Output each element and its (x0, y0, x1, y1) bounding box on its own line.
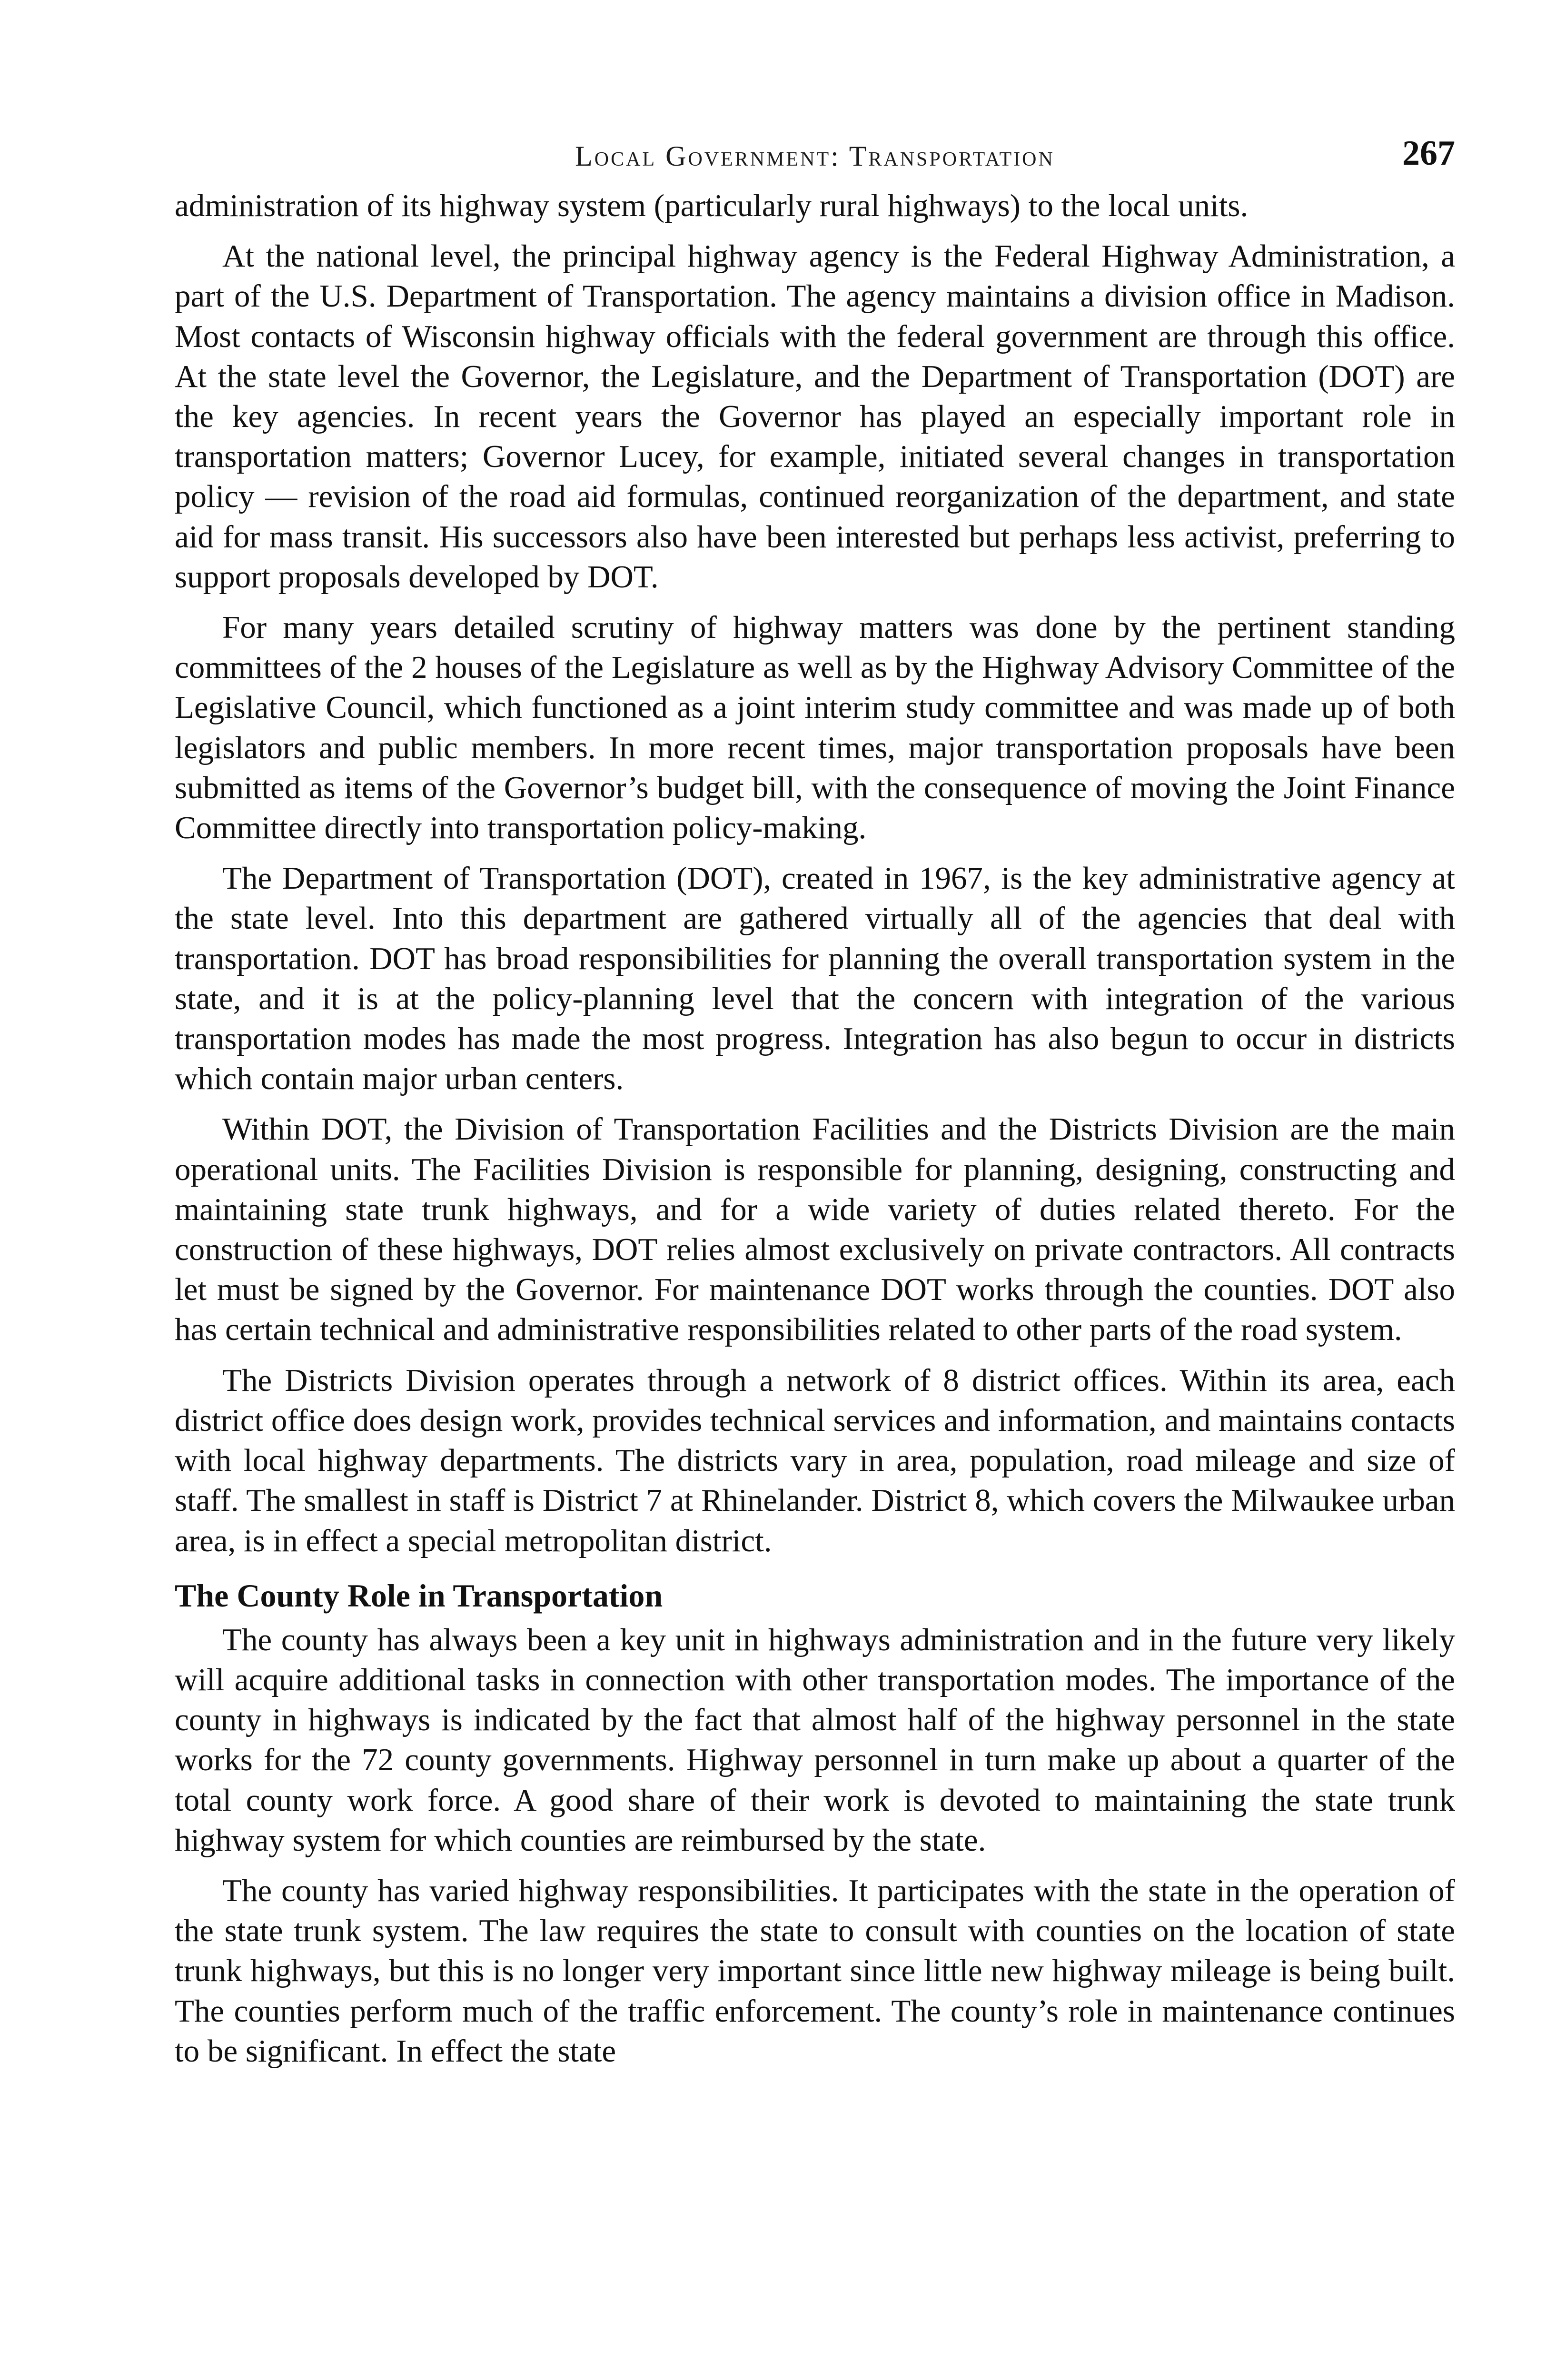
section-heading: The County Role in Transportation (175, 1577, 663, 1614)
page-number: 267 (1402, 134, 1455, 173)
paragraph: Within DOT, the Division of Transportation Facilities and the Districts Division are the main operational units. The Facilities Division is responsible for planning, designing, constructing and maintaining state trunk highways, and for a wide variety of duties related thereto. For the construction of these highways, DOT relies almost exclusively on private contractors. All contracts let must be signed by the Governor. For maintenance DOT works through the counties. DOT also has certain technical and administrative responsibilities related to other parts of the road system. (175, 1111, 1455, 1348)
paragraph: The county has varied highway responsibilities. It participates with the state in the operation of the state trunk system. The law requires the state to consult with counties on the location of state trunk highways, but this is no longer very important since little new highway mileage is being built. The counties perform much of the traffic enforcement. The county’s role in maintenance continues to be significant. In effect the state (175, 1873, 1455, 2069)
body-text (175, 186, 1455, 2071)
paragraph: The Districts Division operates through a network of 8 district offices. Within its area, each district office does design work, provides technical services and information, and maintains contacts with local highway departments. The districts vary in area, population, road mileage and size of staff. The smallest in staff is District 7 at Rhinelander. District 8, which covers the Milwaukee urban area, is in effect a special metropolitan district. (175, 1362, 1455, 1558)
paragraph: For many years detailed scrutiny of highway matters was done by the pertinent standing committees of the 2 houses of the Legislature as well as by the Highway Advisory Committee of the Legislative Council, which functioned as a joint interim study committee and was made up of both legislators and public members. In more recent times, major transportation proposals have been submitted as items of the Governor’s budget bill, with the consequence of moving the Joint Finance Committee directly into transportation policy-making. (175, 610, 1455, 846)
document-page (175, 129, 1455, 2082)
paragraph: The county has always been a key unit in highways administration and in the future very likely will acquire additional tasks in connection with other transportation modes. The importance of the county in highways is indicated by the fact that almost half of the highway personnel in the state works for the 72 county governments. Highway personnel in turn make up about a quarter of the total county work force. A good share of their work is devoted to maintaining the state trunk highway system for which counties are reimbursed by the state. (175, 1622, 1455, 1858)
paragraph: The Department of Transportation (DOT), created in 1967, is the key administrative agency at the state level. Into this department are gathered virtually all of the agencies that deal with transportation. DOT has broad responsibilities for planning the overall transportation system in the state, and it is at the policy-planning level that the concern with integration of the various transportation modes has made the most progress. Integration has also begun to occur in districts which contain major urban centers. (175, 861, 1455, 1097)
running-head (175, 129, 1455, 186)
paragraph: administration of its highway system (particularly rural highways) to the local units. (175, 188, 1249, 223)
paragraph: At the national level, the principal highway agency is the Federal Highway Administration, a part of the U.S. Department of Transportation. The agency maintains a division office in Madison. Most contacts of Wisconsin highway officials with the federal government are through this office. At the state level the Governor, the Legislature, and the Department of Transportation (DOT) are the key agencies. In recent years the Governor has played an especially important role in transportation matters; Governor Lucey, for example, initiated several changes in transportation policy — revision of the road aid formulas, continued reorganization of the department, and state aid for mass transit. His successors also have been interested but perhaps less activist, preferring to support proposals developed by DOT. (175, 238, 1455, 595)
running-title: Local Government: Transportation (575, 140, 1055, 172)
